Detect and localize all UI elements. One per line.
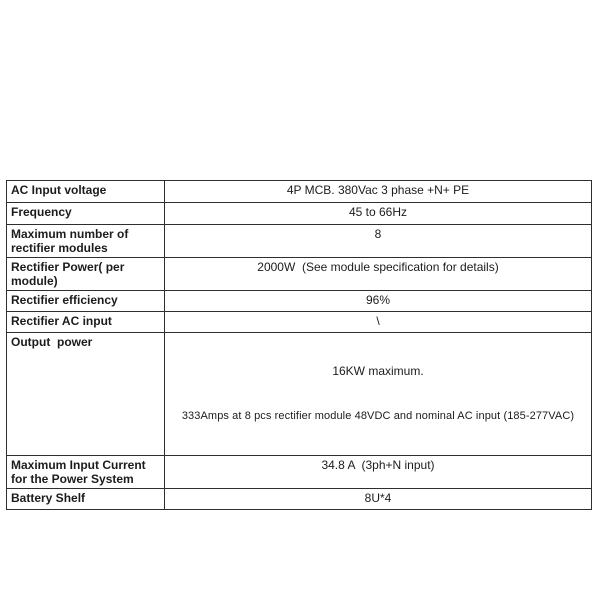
spec-label-max-rectifier-modules: Maximum number of rectifier modules	[7, 225, 165, 258]
spec-table-body	[7, 181, 592, 510]
output-power-line-1: 16KW maximum.	[332, 364, 424, 378]
spec-value-max-input-current: 34.8 A (3ph+N input)	[165, 456, 592, 489]
spec-label-rectifier-power: Rectifier Power( per module)	[7, 258, 165, 291]
spec-value-rectifier-ac-input: \	[165, 312, 592, 333]
spec-value-frequency: 45 to 66Hz	[165, 203, 592, 225]
table-row	[7, 181, 592, 203]
power-system-spec-table	[6, 180, 592, 510]
spec-value-max-rectifier-modules: 8	[165, 225, 592, 258]
table-row	[7, 489, 592, 510]
table-row	[7, 258, 592, 291]
spec-label-max-input-current: Maximum Input Current for the Power System	[7, 456, 165, 489]
table-row	[7, 312, 592, 333]
table-row	[7, 225, 592, 258]
table-row	[7, 291, 592, 312]
table-row	[7, 333, 592, 456]
spec-label-rectifier-ac-input: Rectifier AC input	[7, 312, 165, 333]
output-power-line-2: 333Amps at 8 pcs rectifier module 48VDC and nominal AC input (185-277VAC)	[181, 410, 575, 422]
spec-value-battery-shelf: 8U*4	[165, 489, 592, 510]
spec-label-rectifier-efficiency: Rectifier efficiency	[7, 291, 165, 312]
spec-label-battery-shelf: Battery Shelf	[7, 489, 165, 510]
spec-label-output-power: Output power	[7, 333, 165, 456]
table-row	[7, 456, 592, 489]
spec-label-ac-input-voltage: AC Input voltage	[7, 181, 165, 203]
spec-value-output-power	[165, 333, 592, 456]
spec-value-rectifier-power: 2000W (See module specification for details)	[165, 258, 592, 291]
spec-value-rectifier-efficiency: 96%	[165, 291, 592, 312]
table-row	[7, 203, 592, 225]
spec-value-ac-input-voltage: 4P MCB. 380Vac 3 phase +N+ PE	[165, 181, 592, 203]
spec-label-frequency: Frequency	[7, 203, 165, 225]
